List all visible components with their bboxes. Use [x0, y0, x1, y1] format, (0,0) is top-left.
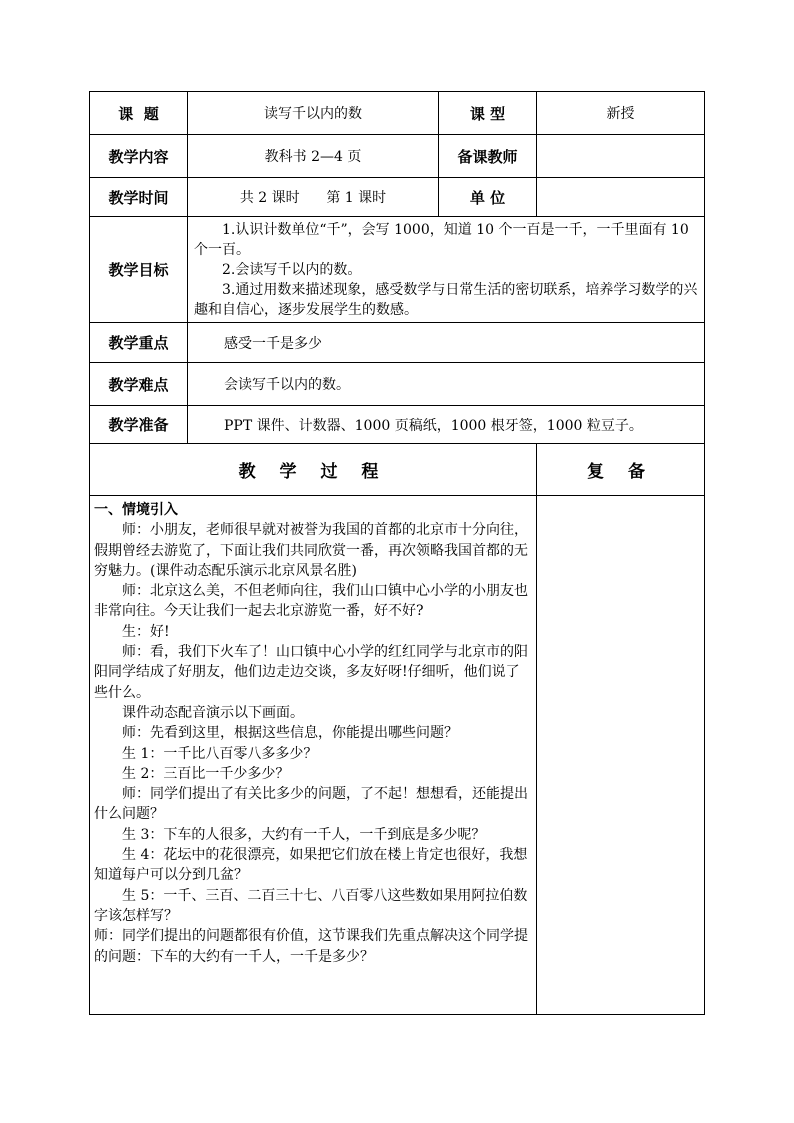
- unit-label: 单 位: [439, 178, 537, 217]
- type-value: 新授: [537, 92, 705, 135]
- objectives-label: 教学目标: [90, 217, 188, 323]
- key-point-row: [90, 323, 705, 363]
- process-line: 师：看，我们下火车了！山口镇中心小学的红红同学与北京市的阳阳同学结成了好朋友，他们边走边交谈，多友好呀!仔细听，他们说了些什么。: [94, 644, 528, 701]
- objectives-row: [90, 217, 705, 323]
- content-value: 教科书 2—4 页: [188, 135, 439, 178]
- teacher-label: 备课教师: [439, 135, 537, 178]
- lesson-plan-table: [89, 91, 705, 1015]
- content-row: [90, 135, 705, 178]
- preparation-value: PPT 课件、计数器、1000 页稿纸，1000 根牙签，1000 粒豆子。: [188, 406, 705, 444]
- process-line: 生 3：下车的人很多，大约有一千人，一千到底是多少呢？: [122, 826, 486, 843]
- process-header: 教 学 过 程: [90, 444, 537, 496]
- objective-item: 2.会读写千以内的数。: [222, 261, 362, 278]
- time-label: 教学时间: [90, 178, 188, 217]
- topic-value: 读写千以内的数: [188, 92, 439, 135]
- process-closing: 师：同学们提出的问题都很有价值，这节课我们先重点解决这个同学提的问题：下车的大约有一千人，一千是多少？: [94, 928, 528, 965]
- key-point-value: 感受一千是多少: [188, 323, 705, 363]
- section-title: 一、情境引入: [94, 502, 178, 518]
- process-body-row: [90, 496, 705, 1015]
- time-value: 共 2 课时 第 1 课时: [188, 178, 439, 217]
- topic-row: [90, 92, 705, 135]
- time-row: [90, 178, 705, 217]
- review-content: [537, 496, 705, 1015]
- unit-value: [537, 178, 705, 217]
- key-point-label: 教学重点: [90, 323, 188, 363]
- objective-item: 1.认识计数单位“千”，会写 1000，知道 10 个一百是一千，一千里面有 10 个一百。: [194, 221, 689, 258]
- process-line: 生 2：三百比一千少多少？: [122, 765, 290, 782]
- teacher-value: [537, 135, 705, 178]
- process-line: 生 4：花坛中的花很漂亮，如果把它们放在楼上肯定也很好，我想知道每户可以分到几盆？: [94, 847, 528, 884]
- difficulty-value: 会读写千以内的数。: [188, 363, 705, 406]
- objective-item: 3.通过用数来描述现象，感受数学与日常生活的密切联系，培养学习数学的兴趣和自信心，逐步发展学生的数感。: [194, 281, 698, 318]
- process-line: 师：北京这么美，不但老师向往，我们山口镇中心小学的小朋友也非常向往。今天让我们一起去北京游览一番，好不好?: [94, 583, 528, 620]
- process-header-row: [90, 444, 705, 496]
- content-label: 教学内容: [90, 135, 188, 178]
- difficulty-row: [90, 363, 705, 406]
- topic-label: 课 题: [90, 92, 188, 135]
- process-line: 生：好!: [122, 623, 170, 640]
- preparation-label: 教学准备: [90, 406, 188, 444]
- process-line: 生 5：一千、三百、二百三十七、八百零八这些数如果用阿拉伯数字该怎样写？: [94, 887, 528, 924]
- process-line: 师：同学们提出了有关比多少的问题，了不起！想想看，还能提出什么问题？: [94, 786, 528, 823]
- process-line: 师：小朋友，老师很早就对被誉为我国的首都的北京市十分向往，假期曾经去游览了，下面让我们共同欣赏一番，再次领略我国首都的无穷魅力。(课件动态配乐演示北京风景名胜): [94, 522, 528, 579]
- process-line: 生 1：一千比八百零八多多少？: [122, 745, 318, 762]
- process-line: 师：先看到这里，根据这些信息，你能提出哪些问题？: [122, 725, 458, 742]
- process-line: 课件动态配音演示以下画面。: [122, 704, 304, 721]
- type-label: 课 型: [439, 92, 537, 135]
- preparation-row: [90, 406, 705, 444]
- process-content: [90, 496, 537, 1015]
- review-header: 复 备: [537, 444, 705, 496]
- difficulty-label: 教学难点: [90, 363, 188, 406]
- objectives-content: [188, 217, 705, 323]
